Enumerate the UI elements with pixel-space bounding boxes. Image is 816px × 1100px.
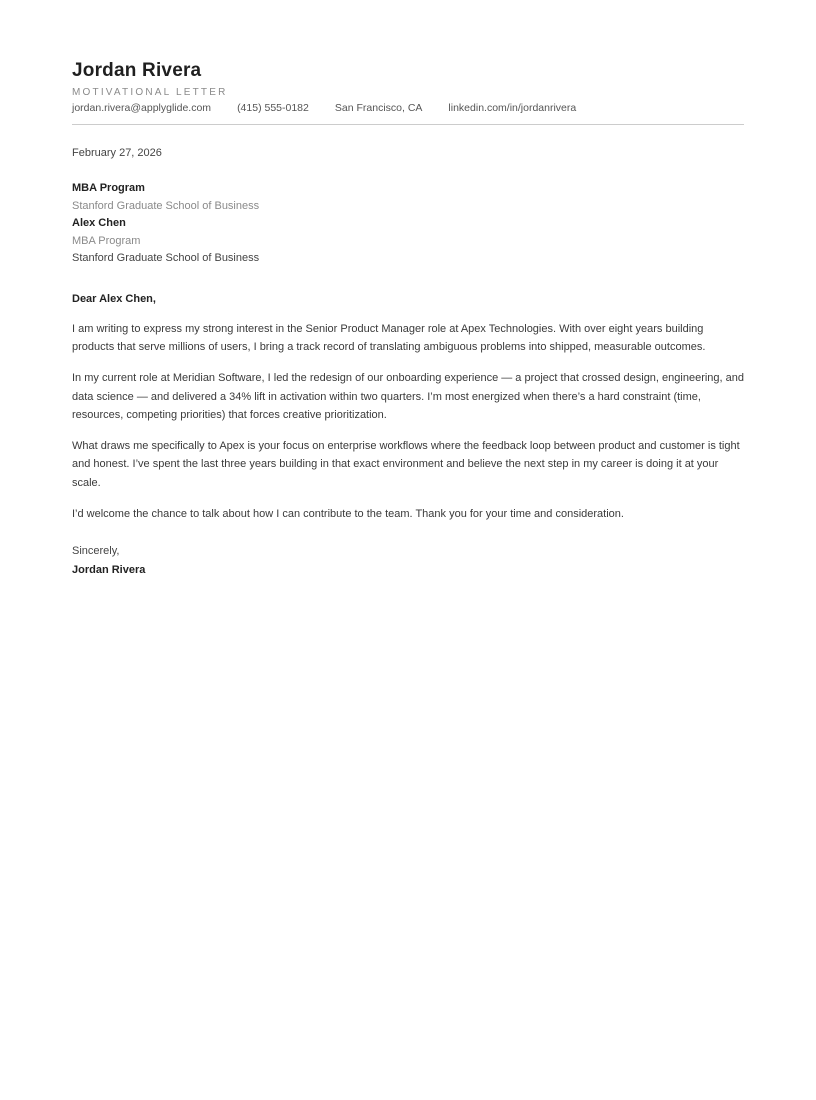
body-paragraph: I am writing to express my strong interest in the Senior Product Manager role at Apex Technologies. With over eight years building products that serve millions of users, I bring a track record of translating ambiguous problems into shipped, measurable outcomes. — [72, 322, 706, 354]
contact-phone: (415) 555-0182 — [237, 101, 309, 114]
body-paragraph: In my current role at Meridian Software, I led the redesign of our onboarding experience — a project that crossed design, engineering, and data science — and delivered a 34% lift in activation within two quarters. I’m most energized when there’s a hard constraint (time, resources, competing priorities) that forces creative prioritization. — [72, 371, 744, 422]
document-type-label: MOTIVATIONAL LETTER — [72, 86, 228, 98]
recipient-line: MBA Program — [72, 234, 141, 247]
salutation: Dear Alex Chen, — [72, 292, 156, 305]
recipient-line: Stanford Graduate School of Business — [72, 252, 260, 265]
contact-row — [72, 102, 744, 115]
contact-location: San Francisco, CA — [334, 101, 423, 114]
valediction: Sincerely, — [72, 545, 120, 558]
letter-date: February 27, 2026 — [72, 146, 162, 159]
recipient-line: MBA Program — [72, 182, 145, 195]
recipient-block — [72, 180, 744, 268]
header-divider — [72, 124, 744, 125]
closing-block — [72, 542, 744, 579]
contact-linkedin: linkedin.com/in/jordanrivera — [448, 101, 577, 114]
recipient-line: Stanford Graduate School of Business — [72, 199, 260, 212]
signature-name: Jordan Rivera — [72, 563, 146, 576]
recipient-line: Alex Chen — [72, 217, 126, 230]
letter-header — [72, 60, 744, 125]
contact-email: jordan.rivera@applyglide.com — [72, 101, 212, 114]
sender-name: Jordan Rivera — [72, 60, 202, 81]
body-paragraph: I’d welcome the chance to talk about how I can contribute to the team. Thank you for your time and consideration. — [72, 507, 624, 520]
body-paragraph: What draws me specifically to Apex is your focus on enterprise workflows where the feedback loop between product and customer is tight and honest. I’ve spent the last three years building in that exact environment and believe the next step in my career is doing it at your scale. — [72, 439, 740, 489]
